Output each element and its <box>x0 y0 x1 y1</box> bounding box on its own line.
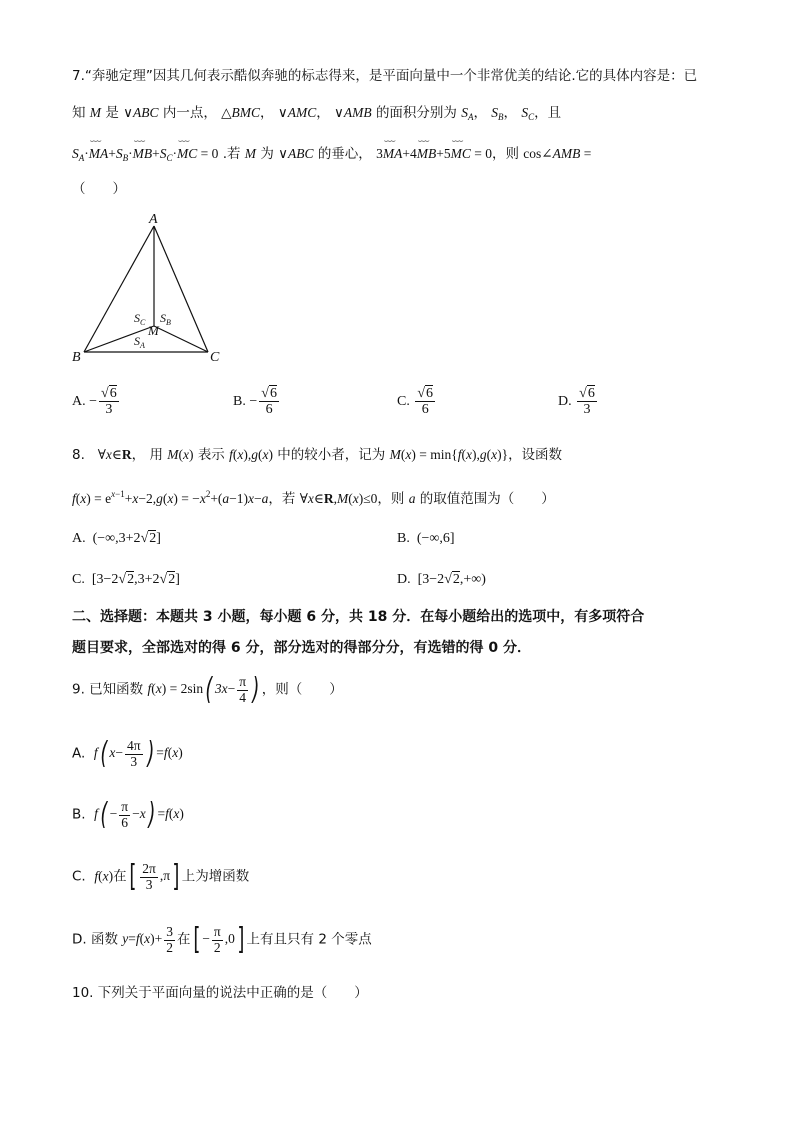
q8-option-a[interactable]: A. (−∞,3+2√2] <box>72 531 161 546</box>
q9-text: 上有且只有 2 个零点 <box>246 931 372 948</box>
option-label: A. <box>72 531 86 546</box>
q9-option-a[interactable] <box>72 736 183 772</box>
f-and-g: f <box>229 447 233 462</box>
option-label: A. <box>72 745 86 762</box>
edge-ac <box>154 226 208 352</box>
q9-option-c[interactable] <box>72 859 250 895</box>
edge-ab <box>84 226 154 352</box>
option-label: B. <box>233 394 246 410</box>
q7-text: 知 <box>72 105 86 121</box>
q7-option-d[interactable]: D. $\frac{√6}{3}$ <box>558 386 595 418</box>
segment-cm <box>154 326 208 352</box>
q9-d-interval: [ − $\frac{\pi}{2}$ ,0] <box>192 922 245 958</box>
triangle-abc: ∨ABC <box>123 105 159 120</box>
label-b: B <box>72 350 81 365</box>
benz-formula: $S_A\cdot⌣⌣⌣$ $MA+S_B\cdot⌣⌣⌣$ $MB+S_C\cdot⌣⌣⌣$ MC = 0 <box>72 146 218 161</box>
option-label: A. <box>72 394 86 410</box>
q7-text: ， <box>473 105 487 121</box>
q9-c-interval: [ $\frac{2\pi}{3}$ ,π] <box>128 859 180 895</box>
q7-text: 内一点， <box>162 105 217 121</box>
q7-text: 是 <box>105 105 119 121</box>
q7-text: ，则 <box>491 146 519 162</box>
area-sa: $S_A$ <box>461 105 474 122</box>
q9-b-expr: f( − $\frac{\pi}{6}$ −x) =f(x) <box>94 797 184 833</box>
q8-line-1: 8. ∀x∈R， 用 M(x) 表示 f(x),g(x) 中的较小者，记为 M(x) = min{f(x),g(x)}，设函数 <box>72 447 563 463</box>
q8-number: 8. <box>72 447 85 463</box>
q7-text: 为 <box>260 146 274 162</box>
q9-option-b[interactable] <box>72 797 184 833</box>
forall-x-in-r: ∀x∈R， <box>97 447 146 462</box>
label-sb: $S_B$ <box>160 311 171 327</box>
q9-a-expr: f( x− $\frac{4\pi}{3}$ ) =f(x) <box>93 736 183 772</box>
point-m: M <box>244 146 257 161</box>
option-label: C. <box>72 572 85 587</box>
section-heading-line-1: 二、选择题：本题共 3 小题，每小题 6 分，共 18 分．在每小题给出的选项中，有多项符合 <box>72 609 645 625</box>
q8-option-c[interactable]: C. [3−2√2,3+2√2] <box>72 572 180 587</box>
label-a: A <box>149 212 158 227</box>
q7-text: ， <box>316 105 330 121</box>
condition: ∀x∈R,M(x)≤0 <box>299 491 378 506</box>
q7-option-b[interactable]: B. − $\frac{√6}{6}$ <box>233 386 277 418</box>
triangle-amb: ∨AMB <box>334 105 372 120</box>
q8-text: 用 <box>149 447 163 463</box>
q7-text: ， <box>503 105 518 121</box>
q7-text: .若 <box>222 146 241 162</box>
label-c: C <box>210 350 220 365</box>
q8-text: 中的较小者，记为 <box>277 447 386 463</box>
q8-text: ，若 <box>268 491 296 507</box>
q7-line-3 <box>72 147 591 163</box>
q7-text: ，且 <box>534 105 562 121</box>
q7-line-1 <box>72 70 697 84</box>
q7-number: 7. <box>72 68 85 84</box>
option-label: D. <box>558 394 572 410</box>
section-heading-line-2: 题目要求，全部选对的得 6 分，部分选对的得部分分，有选错的得 0 分． <box>72 640 531 656</box>
q9-c-expr: f(x) <box>94 868 114 884</box>
triangle-amc: ∨AMC <box>277 105 317 120</box>
q9-text: 9. 已知函数 <box>72 681 144 698</box>
q9-text: 上为增函数 <box>181 868 250 885</box>
vector-condition: 3⌣⌣⌣ MA+4⌣⌣⌣ MB+5⌣⌣⌣ MC = 0 <box>376 146 492 161</box>
q10-stem: 10. 下列关于平面向量的说法中正确的是（ ） <box>72 985 368 1001</box>
q7-text: ， <box>260 105 274 121</box>
q7-line-1-text: “奔驰定理”因其几何表示酷似奔驰的标志得来，是平面向量中一个非常优美的结论.它的具体内容是：已 <box>84 68 698 84</box>
q7-text: 的面积分别为 <box>375 105 457 121</box>
min-def: M <box>389 447 401 462</box>
q7-text: 的垂心， <box>317 146 372 162</box>
option-label: C. <box>72 868 86 885</box>
m-of-x: M <box>167 447 179 462</box>
label-m: M <box>148 323 159 338</box>
q8-text: 表示 <box>197 447 225 463</box>
label-sa: $S_A$ <box>134 334 145 350</box>
function-defs: $f(x) = e^{x-1}+x-2,g(x) = -x^2+(a-1)x-a$ <box>72 489 269 506</box>
q8-text: 的取值范围为（ ） <box>419 491 555 507</box>
cos-amb: cos∠AMB = <box>523 146 592 161</box>
point-m: M <box>89 105 102 120</box>
triangle-abc: ∨ABC <box>278 146 314 161</box>
q9-text: 在 <box>177 931 191 948</box>
param-a: a <box>408 491 416 506</box>
option-label: C. <box>397 394 410 410</box>
q9-text: ，则（ ） <box>261 681 343 698</box>
q8-option-b[interactable]: B. (−∞,6] <box>397 531 455 546</box>
option-label: D. 函数 <box>72 931 118 948</box>
option-label: D. <box>397 572 411 587</box>
option-label: B. <box>397 531 410 546</box>
q8-text: ，则 <box>377 491 405 507</box>
q9-stem <box>72 672 343 708</box>
q7-option-c[interactable]: C. $\frac{√6}{6}$ <box>397 386 434 418</box>
q9-option-d[interactable] <box>72 922 372 958</box>
area-sb: $S_B$ <box>491 105 504 122</box>
q8-text: ，设函数 <box>508 447 563 463</box>
q7-option-a[interactable]: A. − $\frac{√6}{3}$ <box>72 386 117 418</box>
q7-paren: （ ） <box>72 181 126 197</box>
q9-text: 在 <box>113 868 127 885</box>
area-sc: $S_C$ <box>521 105 535 122</box>
q9-d-expr: y=f(x)+ $\frac{3}{2}$ <box>122 924 174 955</box>
q7-line-2 <box>72 106 561 122</box>
q9-function: f(x) = 2sin( 3x− $\frac{\pi}{4}$ ) <box>147 672 260 708</box>
option-label: B. <box>72 806 86 823</box>
q8-option-d[interactable]: D. [3−2√2,+∞) <box>397 572 486 587</box>
q8-line-2 <box>72 490 555 507</box>
label-sc: $S_C$ <box>134 311 146 327</box>
triangle-bmc: △BMC <box>221 105 261 120</box>
triangle-figure <box>68 212 228 368</box>
